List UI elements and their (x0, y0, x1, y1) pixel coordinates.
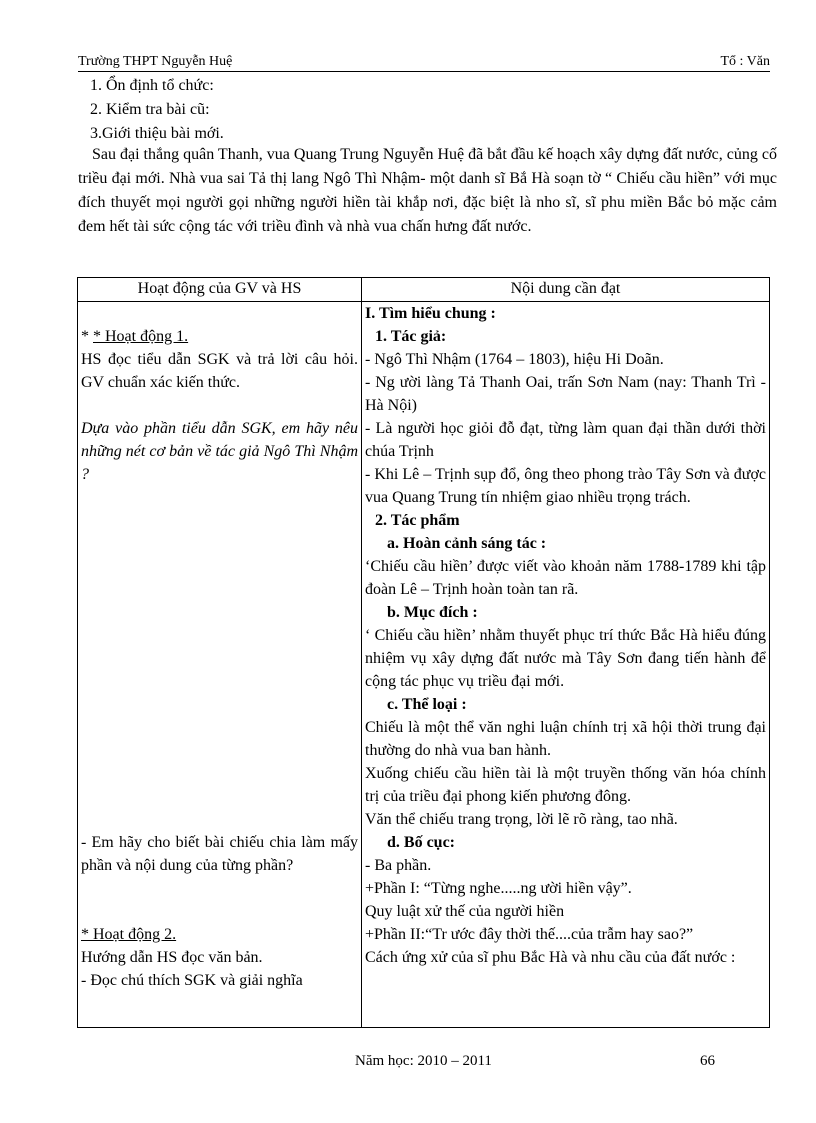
lesson-steps (90, 74, 224, 146)
activity-2-text-1: Hướng dẫn HS đọc văn bản. (81, 949, 263, 966)
footer-page-number: 66 (700, 1053, 715, 1069)
purpose-text: ‘ Chiếu cầu hiền’ nhằm thuyết phục trí thức Bắc Hà hiểu đúng nhiệm vụ xây dựng đất nước mà Tây Sơn đang tiến hành để cộng tác phục vụ triều đại mới. (365, 627, 766, 690)
genre-text: Chiếu là một thể văn nghi luận chính trị xã hội thời trung đại thường do nhà vua ban hành. (365, 719, 766, 759)
genre-text: Xuống chiếu cầu hiền tài là một truyền thống văn hóa chính trị của triều đại phong kiến phương đông. (365, 765, 766, 805)
department-name: Tổ : Văn (720, 54, 770, 69)
work-title: 2. Tác phẩm (375, 512, 460, 529)
content-cell (362, 302, 770, 1028)
structure-line: Quy luật xử thế của người hiền (365, 903, 565, 920)
step-item: 1. Ổn định tổ chức: (90, 77, 214, 94)
author-line: - Ngô Thì Nhậm (1764 – 1803), hiệu Hi Doãn. (365, 351, 664, 368)
activity-2-title: * Hoạt động 2. (81, 926, 177, 943)
section-1-title: I. Tìm hiểu chung : (365, 305, 496, 322)
school-name: Trường THPT Nguyễn Huệ (78, 54, 233, 69)
author-line: - Là người học giỏi đỗ đạt, từng làm quan đại thần dưới thời chúa Trịnh (365, 420, 766, 460)
structure-question: - Em hãy cho biết bài chiếu chia làm mấy phần và nội dung của từng phần? (81, 834, 358, 874)
activities-cell (78, 302, 362, 1028)
structure-line: +Phần II:“Tr ước đây thời thế....của trẫm hay sao?” (365, 926, 694, 943)
author-line: - Ng ười làng Tả Thanh Oai, trấn Sơn Nam (nay: Thanh Trì - Hà Nội) (365, 374, 766, 414)
step-item: 3.Giới thiệu bài mới. (90, 125, 224, 142)
footer-school-year: Năm học: 2010 – 2011 (355, 1053, 492, 1069)
activity-1-text: HS đọc tiểu dẫn SGK và trả lời câu hỏi. GV chuẩn xác kiến thức. (81, 351, 358, 391)
activity-1-question: Dựa vào phần tiểu dẫn SGK, em hãy nêu những nét cơ bản về tác giả Ngô Thì Nhậm ? (81, 420, 358, 483)
structure-line: - Ba phần. (365, 857, 432, 874)
table-header-row (78, 278, 770, 302)
author-line: - Khi Lê – Trịnh sụp đổ, ông theo phong trào Tây Sơn và được vua Quang Trung tín nhiệm giao nhiều trọng trách. (365, 466, 766, 506)
table-row (78, 302, 770, 1028)
step-item: 2. Kiểm tra bài cũ: (90, 101, 210, 118)
activity-2-text-2: - Đọc chú thích SGK và giải nghĩa (81, 972, 303, 989)
intro-paragraph: Sau đại thắng quân Thanh, vua Quang Trung Nguyễn Huệ đã bắt đầu kế hoạch xây dựng đất nước, củng cố triều đại mới. Nhà vua sai Tả thị lang Ngô Thì Nhậm- một danh sĩ Bắ Hà soạn tờ “ Chiếu cầu hiền” với mục đích thuyết mọi người gọi những người hiền tài khắp nơi, đặc biệt là nho sĩ, sĩ phu miền Bắc bỏ mặc cảm đem hết tài sức cộng tác với triều đình và nhà vua chấn hưng đất nước. (78, 146, 777, 235)
activity-1-title-text: * Hoạt động 1. (93, 328, 189, 345)
structure-line: +Phần I: “Từng nghe.....ng ười hiền vậy”. (365, 880, 632, 897)
header-content: Nội dung cần đạt (362, 278, 770, 302)
context-title: a. Hoàn cảnh sáng tác : (387, 535, 547, 552)
structure-line: Cách ứng xử của sĩ phu Bắc Hà và nhu cầu của đất nước : (365, 949, 736, 966)
context-text: ‘Chiếu cầu hiền’ được viết vào khoản năm 1788-1789 khi tập đoàn Lê – Trịnh hoàn toàn tan rã. (365, 558, 766, 598)
purpose-title: b. Mục đích : (387, 604, 478, 621)
lesson-table (77, 277, 770, 1028)
page-header (78, 53, 770, 72)
header-activities: Hoạt động của GV và HS (78, 278, 362, 302)
activity-1-title: * * Hoạt động 1. (81, 328, 189, 345)
genre-text: Văn thể chiếu trang trọng, lời lẽ rõ ràng, tao nhã. (365, 811, 678, 828)
structure-title: d. Bố cục: (387, 834, 455, 851)
genre-title: c. Thể loại : (387, 696, 467, 713)
author-title: 1. Tác giả: (375, 328, 447, 345)
